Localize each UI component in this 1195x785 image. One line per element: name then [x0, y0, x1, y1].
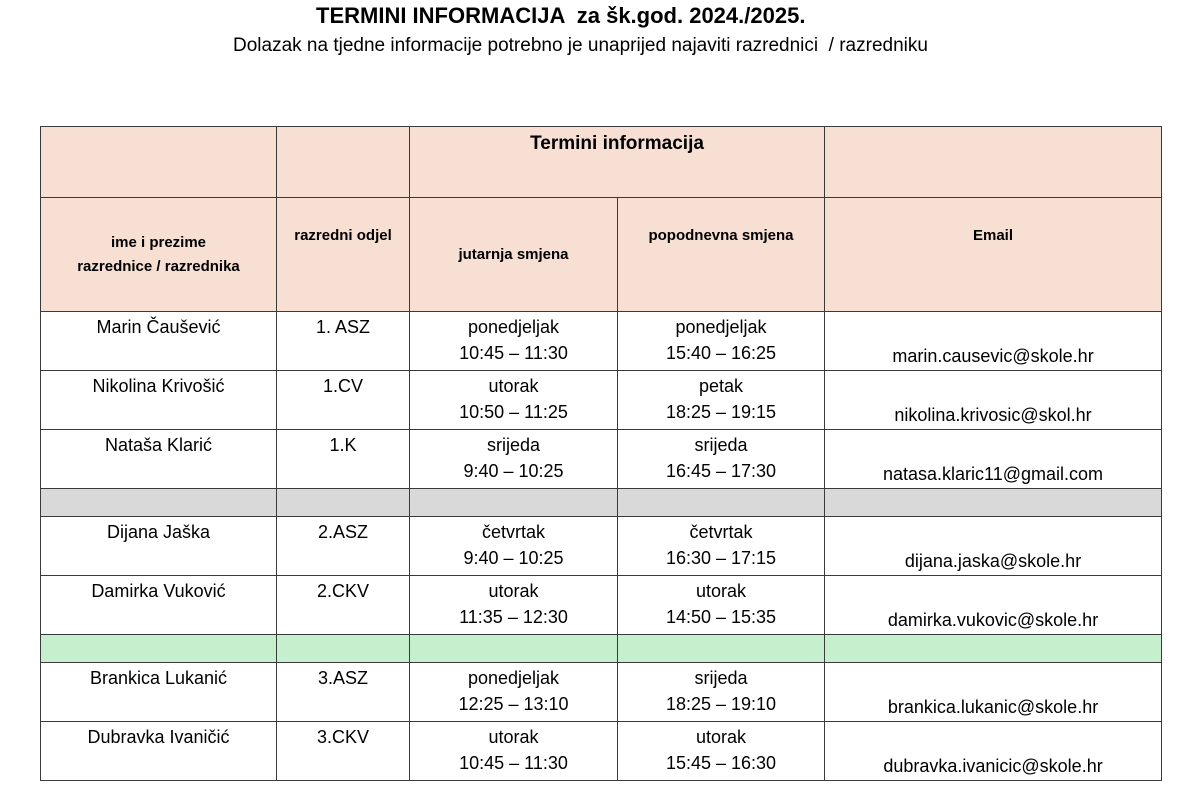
header-email-label: Email	[973, 227, 1014, 244]
header-class	[277, 198, 410, 312]
cell-name: Dijana Jaška	[41, 517, 277, 576]
cell-morning	[410, 517, 618, 576]
cell-class: 3.CKV	[277, 722, 410, 781]
cell-afternoon	[618, 371, 825, 430]
table-row	[41, 722, 1162, 781]
morning-time: 10:45 – 11:30	[459, 343, 568, 363]
table-row	[41, 663, 1162, 722]
separator-row	[41, 489, 1162, 517]
cell-morning	[410, 312, 618, 371]
cell-afternoon	[618, 430, 825, 489]
cell-email[interactable]: dijana.jaska@skole.hr	[825, 517, 1162, 576]
cell-name: Brankica Lukanić	[41, 663, 277, 722]
cell-morning	[410, 722, 618, 781]
cell-name: Damirka Vuković	[41, 576, 277, 635]
cell-email[interactable]: dubravka.ivanicic@skole.hr	[825, 722, 1162, 781]
separator-cell	[825, 489, 1162, 517]
header-cell-empty	[277, 127, 410, 198]
cell-class: 2.CKV	[277, 576, 410, 635]
table-row	[41, 576, 1162, 635]
morning-time: 10:45 – 11:30	[459, 753, 568, 773]
afternoon-time: 16:30 – 17:15	[665, 548, 777, 568]
table-header-row	[41, 198, 1162, 312]
morning-day: četvrtak	[481, 522, 546, 542]
cell-class: 1.CV	[277, 371, 410, 430]
separator-row	[41, 635, 1162, 663]
cell-email[interactable]: marin.causevic@skole.hr	[825, 312, 1162, 371]
morning-time: 9:40 – 10:25	[463, 548, 564, 568]
header-morning-label: jutarnja smjena	[458, 245, 569, 263]
cell-email[interactable]: natasa.klaric11@gmail.com	[825, 430, 1162, 489]
cell-morning	[410, 430, 618, 489]
separator-cell	[410, 635, 618, 663]
afternoon-day: srijeda	[694, 435, 748, 455]
table-row	[41, 371, 1162, 430]
header-afternoon-label: popodnevna smjena	[648, 227, 794, 244]
header-cell-empty	[41, 127, 277, 198]
morning-day: utorak	[488, 727, 539, 747]
group-header-label: Termini informacija	[530, 133, 704, 154]
table-row	[41, 312, 1162, 371]
morning-time: 9:40 – 10:25	[463, 461, 564, 481]
header-afternoon	[618, 198, 825, 312]
morning-day: ponedjeljak	[467, 317, 560, 337]
page-title: TERMINI INFORMACIJA za šk.god. 2024./2025.	[316, 3, 806, 28]
afternoon-time: 18:25 – 19:10	[665, 694, 777, 714]
table-row	[41, 430, 1162, 489]
cell-email[interactable]: brankica.lukanic@skole.hr	[825, 663, 1162, 722]
cell-name: Marin Čaušević	[41, 312, 277, 371]
separator-cell	[618, 635, 825, 663]
afternoon-day: srijeda	[694, 668, 748, 688]
separator-cell	[41, 489, 277, 517]
cell-morning	[410, 576, 618, 635]
cell-email[interactable]: nikolina.krivosic@skol.hr	[825, 371, 1162, 430]
cell-name: Dubravka Ivaničić	[41, 722, 277, 781]
cell-afternoon	[618, 722, 825, 781]
cell-email[interactable]: damirka.vukovic@skole.hr	[825, 576, 1162, 635]
cell-class: 1.K	[277, 430, 410, 489]
afternoon-day: petak	[698, 376, 744, 396]
separator-cell	[410, 489, 618, 517]
header-cell-empty	[825, 127, 1162, 198]
separator-cell	[618, 489, 825, 517]
afternoon-day: utorak	[695, 581, 747, 601]
header-email	[825, 198, 1162, 312]
morning-day: srijeda	[486, 435, 541, 455]
afternoon-day: utorak	[695, 727, 747, 747]
header-group-title	[410, 127, 825, 198]
afternoon-time: 14:50 – 15:35	[665, 607, 777, 627]
afternoon-time: 15:45 – 16:30	[665, 753, 777, 773]
cell-name: Nikolina Krivošić	[41, 371, 277, 430]
page-subtitle: Dolazak na tjedne informacije potrebno je unaprijed najaviti razrednici / razredniku	[233, 35, 928, 56]
cell-afternoon	[618, 517, 825, 576]
morning-time: 12:25 – 13:10	[458, 694, 569, 714]
header-name-line2: razrednice / razrednika	[77, 257, 240, 275]
header-name	[41, 198, 277, 312]
schedule-table	[40, 126, 1162, 781]
separator-cell	[277, 635, 410, 663]
afternoon-time: 16:45 – 17:30	[665, 461, 777, 481]
cell-class: 3.ASZ	[277, 663, 410, 722]
cell-morning	[410, 371, 618, 430]
morning-day: utorak	[488, 376, 539, 396]
cell-class: 2.ASZ	[277, 517, 410, 576]
morning-day: ponedjeljak	[467, 668, 560, 688]
morning-day: utorak	[488, 581, 539, 601]
cell-morning	[410, 663, 618, 722]
table-header-row-top	[41, 127, 1162, 198]
separator-cell	[825, 635, 1162, 663]
afternoon-time: 15:40 – 16:25	[665, 343, 777, 363]
cell-class: 1. ASZ	[277, 312, 410, 371]
afternoon-day: četvrtak	[689, 522, 753, 542]
header-morning	[410, 198, 618, 312]
cell-afternoon	[618, 663, 825, 722]
afternoon-day: ponedjeljak	[675, 317, 767, 337]
header-class-label: razredni odjel	[294, 227, 392, 244]
cell-afternoon	[618, 312, 825, 371]
header-name-line1: ime i prezime	[110, 233, 207, 251]
afternoon-time: 18:25 – 19:15	[665, 402, 777, 422]
morning-time: 11:35 – 12:30	[459, 607, 568, 627]
separator-cell	[277, 489, 410, 517]
table-row	[41, 517, 1162, 576]
cell-name: Nataša Klarić	[41, 430, 277, 489]
cell-afternoon	[618, 576, 825, 635]
morning-time: 10:50 – 11:25	[459, 402, 568, 422]
separator-cell	[41, 635, 277, 663]
